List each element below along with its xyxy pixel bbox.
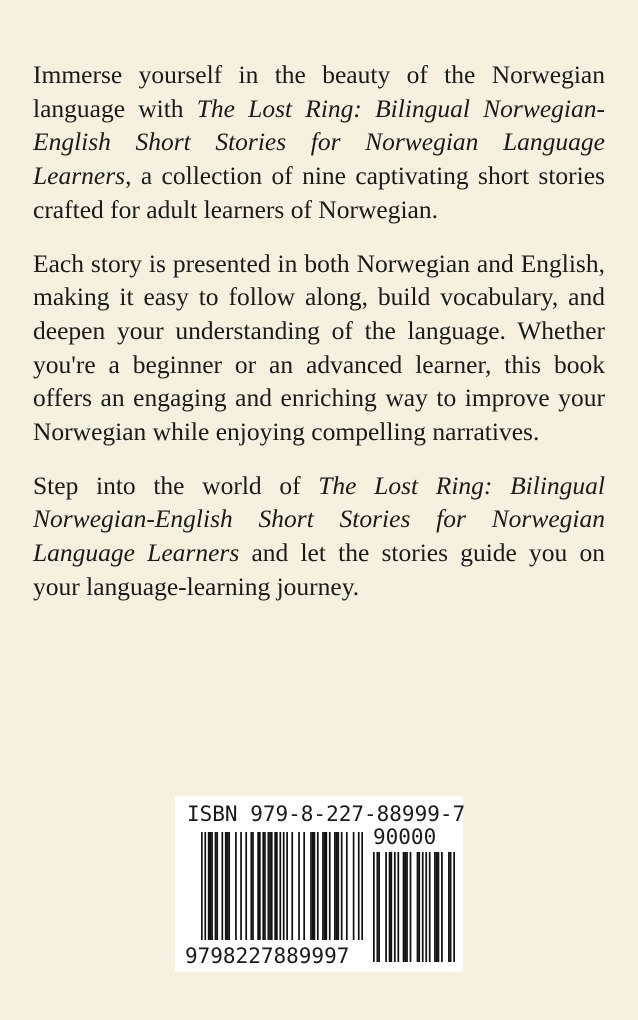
description-paragraph-3 (33, 469, 605, 604)
barcode-bar (329, 832, 331, 940)
description-paragraph-1 (33, 58, 605, 227)
barcode-bar (418, 852, 420, 962)
barcode-bar (252, 832, 254, 940)
p3-intro: Step into the world of (33, 470, 319, 500)
barcode-bar (337, 832, 339, 940)
book-title-italic: The Lost Ring: Bilingual Norwegian-English Short Stories for Norwegian Language Learners (33, 470, 605, 568)
barcode-bar (425, 852, 427, 962)
price-addon-bars (373, 852, 455, 962)
barcode-bar (422, 852, 424, 962)
barcode-bar (397, 852, 399, 962)
barcode-bar (358, 832, 360, 940)
barcode-bar (215, 832, 217, 940)
barcode-bar (389, 852, 391, 962)
barcode-bar (279, 832, 281, 940)
barcode-bar (208, 832, 210, 940)
barcode-bar (211, 832, 213, 940)
barcode-bar (317, 832, 319, 940)
isbn-barcode (175, 796, 466, 972)
barcode-bar (271, 832, 273, 940)
description-paragraph-2: Each story is presented in both Norwegian and English, making it easy to follow along, build vocabulary, and deepen your understanding of the language. Whether you're a beginner or an advanced learner, this book offers an engaging and enriching way to improve your Norwegian while enjoying compelling narratives. (33, 248, 605, 447)
barcode-bar (403, 852, 405, 962)
barcode-bar (346, 832, 348, 940)
barcode-bar (436, 852, 438, 962)
barcode-bar (385, 852, 387, 962)
barcode-bar (324, 832, 326, 940)
barcode-bar (245, 832, 247, 940)
p1-intro: Immerse yourself in the beauty of the Norwegian language with (33, 60, 605, 123)
barcode-bar (434, 852, 436, 962)
isbn-label: ISBN 979-8-227-88999-7 (187, 802, 466, 826)
barcode-bar (341, 832, 343, 940)
barcode-bar (448, 852, 450, 962)
barcode-bar (322, 832, 324, 940)
barcode-bar (274, 832, 276, 940)
barcode-bar (262, 832, 264, 940)
barcode-bar (286, 832, 288, 940)
barcode-bar (390, 852, 392, 962)
barcode-bar (257, 832, 259, 940)
barcode-bar (450, 852, 452, 962)
barcode-bar (283, 832, 285, 940)
p3-rest: and let the stories guide you on your language-learning journey. (33, 538, 605, 601)
barcode-bar (353, 832, 355, 940)
barcode-bar (204, 832, 206, 940)
barcode-bar (303, 832, 305, 940)
barcode-bar (259, 832, 261, 940)
barcode-bar (361, 832, 363, 940)
price-addon-digits: 90000 (373, 825, 437, 849)
barcode-bar (378, 852, 380, 962)
barcode-bar (298, 832, 300, 940)
barcode-bar (406, 852, 408, 962)
barcode-bar (325, 832, 327, 940)
barcode-bar (441, 852, 443, 962)
barcode-bar (240, 832, 242, 940)
barcode-bar (312, 832, 314, 940)
barcode-bar (227, 832, 229, 940)
barcode-bar (404, 852, 406, 962)
barcode-bar (394, 852, 396, 962)
barcode-bar (201, 832, 203, 940)
barcode-bar (291, 832, 293, 940)
barcode-bar (310, 832, 312, 940)
p1-rest: , a collection of nine captivating short stories crafted for adult learners of Norwegian. (33, 161, 605, 224)
barcode-bar (276, 832, 278, 940)
barcode-bar (314, 832, 316, 940)
barcode-bar (269, 832, 271, 940)
barcode-bar (264, 832, 266, 940)
barcode-bar (417, 852, 419, 962)
barcode-bar (334, 832, 336, 940)
book-title-italic: The Lost Ring: Bilingual Norwegian-English Short Stories for Norwegian Language Learners (33, 93, 605, 191)
barcode-bar (216, 832, 218, 940)
barcode-bar (228, 832, 230, 940)
barcode-bar (268, 832, 270, 940)
barcode-bar (210, 832, 212, 940)
barcode-bar (429, 852, 431, 962)
ean13-bars (201, 832, 363, 940)
ean-digits: 9798227889997 (185, 944, 350, 968)
barcode-bar (376, 852, 378, 962)
barcode-bar (453, 852, 455, 962)
barcode-bar (250, 832, 252, 940)
barcode-bar (221, 832, 223, 940)
barcode-bar (336, 832, 338, 940)
barcode-bar (438, 852, 440, 962)
barcode-bar (235, 832, 237, 940)
barcode-bar (225, 832, 227, 940)
back-cover-description (33, 58, 605, 604)
barcode-bar (410, 852, 412, 962)
